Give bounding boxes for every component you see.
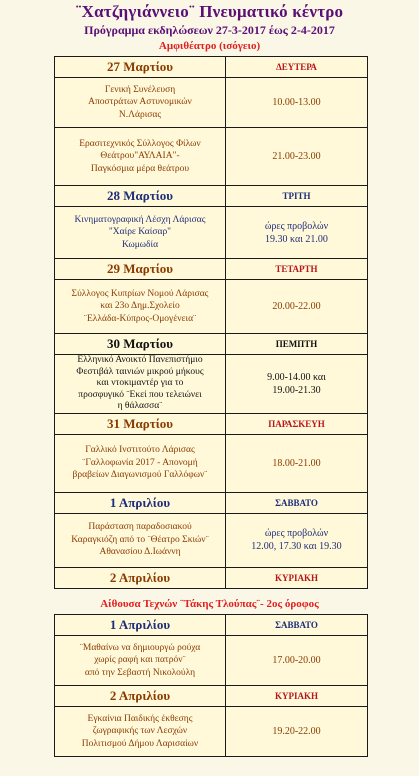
schedule-table-arts-hall	[54, 614, 368, 757]
date-label: 2 Απριλίου	[55, 686, 226, 707]
event-row	[55, 78, 368, 128]
event-description: Σύλλογος Κυπρίων Νομού Λάρισας και 23ο Δημ.Σχολείο ¨Ελλάδα-Κύπρος-Ομογένεια¨	[55, 280, 226, 334]
day-header-row	[55, 413, 368, 434]
page-subtitle: Πρόγραμμα εκδηλώσεων 27-3-2017 έως 2-4-2017	[84, 23, 335, 37]
event-row	[55, 636, 368, 686]
event-row	[55, 707, 368, 757]
day-header-row	[55, 334, 368, 355]
day-header-row	[55, 186, 368, 207]
date-label: 29 Μαρτίου	[55, 259, 226, 280]
event-description: Παράσταση παραδοσιακού Καραγκιόζη από το ¨Θέατρο Σκιών¨ Αθανασίου Δ.Ιωάννη	[55, 513, 226, 567]
date-label: 2 Απριλίου	[55, 567, 226, 588]
event-row	[55, 355, 368, 414]
event-description: Εγκαίνια Παιδικής έκθεσης ζωγραφικής των Λεσχών Πολιτισμού Δήμου Λαρισαίων	[55, 707, 226, 757]
event-row	[55, 513, 368, 567]
event-description: Ελληνικό Ανοικτό Πανεπιστήμιο Φεστιβάλ ταινιών μικρού μήκους και ντοκιμαντέρ για το προσφυγικό ¨Εκεί που τελειώνει η θάλασσα¨	[55, 355, 226, 414]
event-time: 20.00-22.00	[226, 280, 368, 334]
event-row	[55, 207, 368, 259]
date-label: 30 Μαρτίου	[55, 334, 226, 355]
event-time: ώρες προβολών 12.00, 17.30 και 19.30	[226, 513, 368, 567]
event-description: Γενική Συνέλευση Αποστράτων Αστυνομικών Ν.Λάρισας	[55, 78, 226, 128]
date-label: 28 Μαρτίου	[55, 186, 226, 207]
event-row	[55, 280, 368, 334]
event-time: 9.00-14.00 και 19.00-21.30	[226, 355, 368, 414]
day-header-row	[55, 492, 368, 513]
event-description: Γαλλικό Ινστιτούτο Λάρισας ¨Γαλλοφωνία 2017 - Απονομή βραβείων Διαγωνισμού Γαλλόφων¨	[55, 434, 226, 492]
venue-title-amphitheatre: Αμφιθέατρο (ισόγειο)	[158, 40, 261, 52]
event-time: 10.00-13.00	[226, 78, 368, 128]
weekday-label: ΣΑΒΒΑΤΟ	[226, 615, 368, 636]
event-row	[55, 128, 368, 186]
event-time: 18.00-21.00	[226, 434, 368, 492]
weekday-label: ΤΡΙΤΗ	[226, 186, 368, 207]
weekday-label: ΚΥΡΙΑΚΗ	[226, 686, 368, 707]
date-label: 31 Μαρτίου	[55, 413, 226, 434]
date-label: 1 Απριλίου	[55, 615, 226, 636]
weekday-label: ΚΥΡΙΑΚΗ	[226, 567, 368, 588]
event-description: ¨Μαθαίνω να δημιουργώ ρούχα χωρίς ραφή και πατρόν¨ από την Σεβαστή Νικολούλη	[55, 636, 226, 686]
weekday-label: ΔΕΥΤΕΡΑ	[226, 57, 368, 78]
event-time: 17.00-20.00	[226, 636, 368, 686]
event-time: ώρες προβολών 19.30 και 21.00	[226, 207, 368, 259]
page-title: ¨Χατζηγιάννειο¨ Πνευματικό κέντρο	[75, 2, 344, 21]
event-description: Ερασιτεχνικός Σύλλογος Φίλων Θεάτρου"ΑΥΛΑΙΑ"- Παγκόσμια μέρα θεάτρου	[55, 128, 226, 186]
day-header-row	[55, 57, 368, 78]
event-time: 19.20-22.00	[226, 707, 368, 757]
venue-title-arts-hall: Αίθουσα Τεχνών ¨Τάκης Τλούπας¨- 2ος όροφος	[100, 598, 319, 610]
event-time: 21.00-23.00	[226, 128, 368, 186]
day-header-row	[55, 615, 368, 636]
schedule-table-amphitheatre	[54, 56, 368, 589]
day-header-row	[55, 567, 368, 588]
day-header-row	[55, 259, 368, 280]
weekday-label: ΠΑΡΑΣΚΕΥΗ	[226, 413, 368, 434]
date-label: 1 Απριλίου	[55, 492, 226, 513]
weekday-label: ΤΕΤΑΡΤΗ	[226, 259, 368, 280]
weekday-label: ΣΑΒΒΑΤΟ	[226, 492, 368, 513]
event-row	[55, 434, 368, 492]
event-description: Κινηματογραφική Λέσχη Λάρισας "Χαίρε Καίσαρ" Κωμωδία	[55, 207, 226, 259]
day-header-row	[55, 686, 368, 707]
weekday-label: ΠΕΜΠΤΗ	[226, 334, 368, 355]
date-label: 27 Μαρτίου	[55, 57, 226, 78]
